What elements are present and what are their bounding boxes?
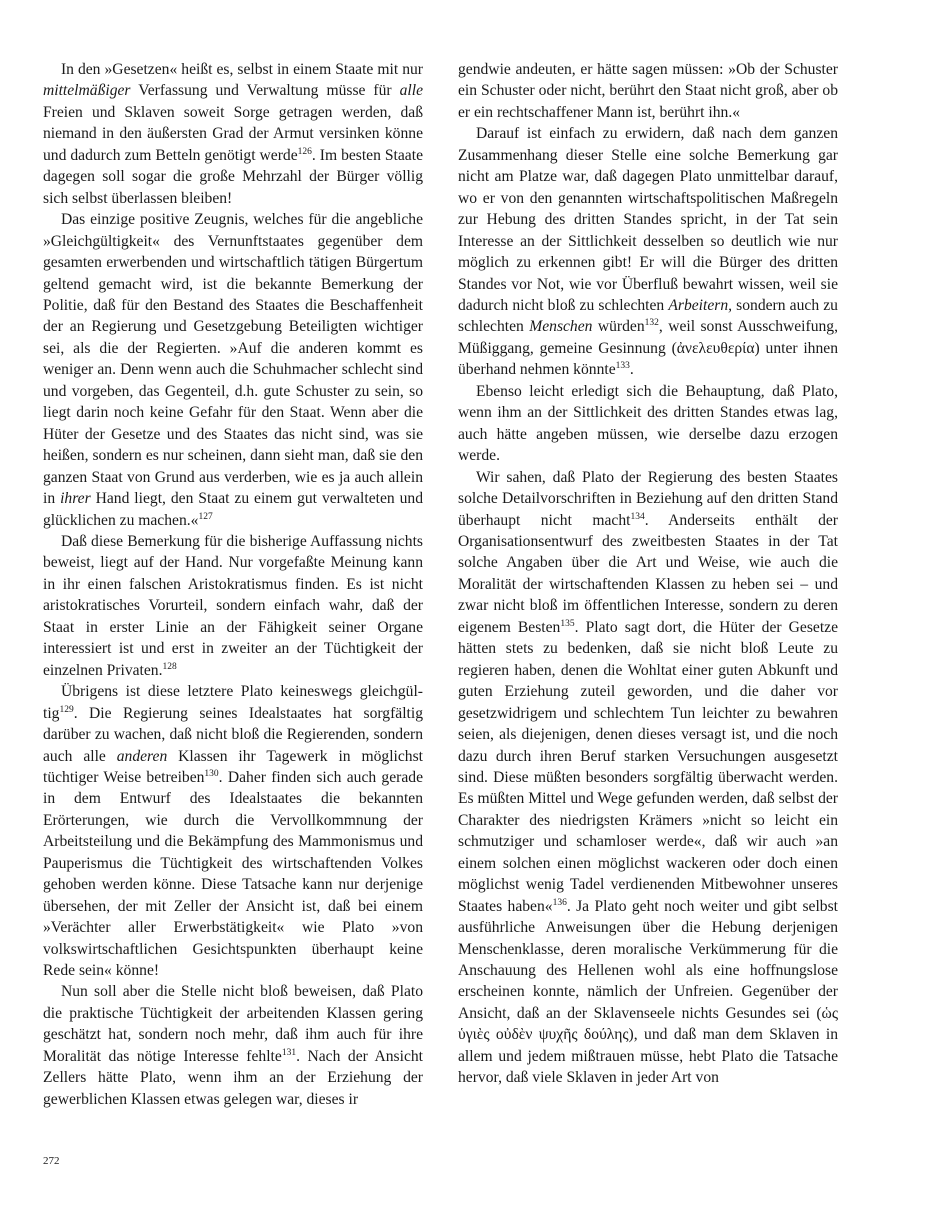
text-run: Ebenso leicht erledigt sich die Behauptung, daß Plato, wenn ihm an der Sittlichkeit des dritten Standes etwas lag, auch hätte angeben müssen, wie derselbe dazu erzogen werde. <box>458 382 838 465</box>
text-run: . Ja Plato geht noch weiter und gibt selbst ausführliche Anweisungen über die Hebung derjenigen Menschenklasse, deren moralische Verkümmerung für die Anschauung des Hellenen wohl als eine hoffnungslose erscheinen konnte, nämlich der Unfreien. Gegenüber der Ansicht, daß an der Sklavenseele nichts Gesundes sei (ὡς ὑγιὲς οὐδὲν ψυχῆς δούλης), und daß man dem Sklaven in allem und jedem mißtrauen müsse, hebt Plato die Tatsache hervor, daß viele Sklaven in jeder Art von <box>458 897 838 1087</box>
footnote-marker: 134 <box>630 511 645 522</box>
text-run: Wir sahen, daß Plato der Regierung des besten Staates solche Detailvorschriften in Beziehung auf den dritten Stand überhaupt nicht macht <box>458 468 838 529</box>
text-run: Das einzige positive Zeugnis, welches für die angebliche »Gleichgültigkeit« des Vernunftstaates gegenüber dem gesamten erwerbenden und wirtschaftlich tätigen Bürgertum geltend gemacht wird, ist die bekannte Bemerkung der Politie, daß für den Bestand des Staates die Beschaffenheit der an Regierung und Gesetzgebung Beteiligten wichtiger sei, als die der Regierten. »Auf die anderen kommt es weniger an. Denn wenn auch die Schuhmacher schlecht sind und vorgeben, das Gegenteil, d.h. gute Schuster zu sein, so liegt darin noch keine Gefahr für den Staat. Wenn aber die Hüter der Gesetze und des Staates das nicht sind, was sie heißen, sondern es nur scheinen, dann sieht man, daß sie den ganzen Staat von Grund aus verderben, wie es ja auch allein in <box>43 211 423 508</box>
text-run: Nun soll aber die Stelle nicht bloß beweisen, daß Plato die praktische Tüchtigkeit der arbeitenden Klassen gering geschätzt hat, sondern noch mehr, daß ihm auch für ihre Moralität das nötige Interesse fehlte <box>43 983 423 1065</box>
footnote-marker: 136 <box>552 897 567 908</box>
text-run: In den »Gesetzen« heißt es, selbst in einem Staate mit nur <box>60 61 423 78</box>
page-number: 272 <box>43 1155 60 1167</box>
text-run: gendwie andeuten, er hätte sagen müssen: »Ob der Schuster ein Schuster oder nicht, berührt den Staat nicht groß, aber ob er ein rechtschaffener Mann ist, berührt ihn.« <box>458 61 838 121</box>
text-run: Darauf ist einfach zu erwidern, daß nach dem ganzen Zusammenhang dieser Stelle eine solche Bemerkung gar nicht am Platze war, daß dagegen Plato unmittelbar darauf, wo er von den genannten wirtschaftspolitischen Maßregeln zur Hebung des dritten Standes spricht, in der Tat sein Interesse an der Sittlichkeit desselben so deutlich wie nur möglich zu erkennen gibt! Er will die Bürger des dritten Standes vor Not, wie vor Überfluß bewahrt wissen, weil sie dadurch nicht bloß zu schlechten <box>458 125 838 314</box>
footnote-marker: 126 <box>297 146 312 157</box>
body-paragraph <box>43 209 423 531</box>
body-paragraph <box>43 681 423 981</box>
footnote-marker: 130 <box>204 768 219 779</box>
right-text-column <box>458 59 838 1089</box>
emphasized-text: Menschen <box>529 318 593 336</box>
text-run: . Im besten Staate dagegen soll sogar die große Mehrzahl der Bürger völlig sich selbst überlassen bleiben! <box>43 146 423 207</box>
text-run: sondern auch zu schlechten <box>458 296 838 336</box>
body-paragraph <box>458 381 838 467</box>
text-run: , weil sonst Ausschweifung, Müßiggang, gemeine Gesinnung (ἀνελευθερία) unter ihnen überhand nehmen könnte <box>458 318 838 379</box>
emphasized-text: Arbeitern, <box>668 296 733 314</box>
text-run: . Anderseits enthält der Organisationsentwurf des zweitbesten Staates in der Tat solche Angaben über die Art und Weise, wie auch die Moralität der wirtschaftenden Klassen zu heben sei – und zwar nicht bloß im öffentlichen Interesse, sondern zu deren eigenem Besten <box>458 511 838 636</box>
emphasized-text: ihrer <box>60 490 91 508</box>
text-run: Übrigens ist diese letztere Plato keineswegs gleichgültig <box>43 683 423 722</box>
footnote-marker: 132 <box>644 318 659 329</box>
body-paragraph <box>458 59 838 123</box>
body-paragraph <box>458 123 838 380</box>
text-run: Freien und Sklaven soweit Sorge getragen werden, daß niemand in den äußersten Grad der Armut versinken könne und dadurch zum Betteln genötigt werde <box>43 103 423 164</box>
emphasized-text: alle <box>399 82 423 100</box>
text-run: . Die Regierung seines Idealstaates hat sorgfältig darüber zu wachen, daß nicht bloß die Regierenden, sondern auch alle <box>43 704 423 765</box>
footnote-marker: 135 <box>560 618 575 629</box>
text-run: Daß diese Bemerkung für die bisherige Auffassung nichts beweist, liegt auf der Hand. Nur vorgefaßte Meinung kann in ihr einen falschen Aristokratismus finden. Es ist nicht aristokratisches Vorurteil, sondern einfach wahr, daß der Staat in erster Linie an der Fähigkeit seiner Organe interessiert ist und erst in zweiter an der Tüchtigkeit der einzelnen Privaten. <box>43 532 423 679</box>
text-run: . <box>629 361 634 379</box>
emphasized-text: mittelmäßiger <box>43 82 131 100</box>
body-paragraph <box>43 59 423 209</box>
footnote-marker: 128 <box>162 661 177 672</box>
text-run: Verfassung und Verwaltung müsse für <box>130 82 400 100</box>
text-run: Hand liegt, den Staat zu einem gut verwalteten und glücklichen zu machen.« <box>43 490 423 529</box>
text-run: . Daher finden sich auch gerade in dem Entwurf des Idealstaates die bekannten Erörterungen, wie durch die Vervollkommnung der Arbeitsteilung und die Bekämpfung des Mammonismus und Pauperismus die Tüchtigkeit des wirtschaftenden Volkes gehoben werden könne. Diese Tatsache kann nur derjenige übersehen, der mit Zeller der Ansicht ist, daß bei einem »Verächter aller Erwerbstätigkeit« wie Plato »von volkswirtschaftlichen Gesichtspunkten überhaupt keine Rede sein« könne! <box>43 768 423 980</box>
left-text-column <box>43 59 423 1110</box>
text-run: . Plato sagt dort, die Hüter der Gesetze hätten stets zu bedenken, daß sie nicht bloß Leute zu regieren haben, denen die Wohltat einer guten Abkunft und guten Erziehung zuteil geworden, und die daher vor gesetzwidrigem und schlechtem Tun leichter zu bewahren seien, als diejenigen, denen dieses versagt ist, und die noch dazu durch ihren Beruf starken Versuchungen ausgesetzt sind. Diese müßten besonders sorgfältig überwacht werden. Es müßten Mittel und Wege gefunden werden, daß selbst der Charakter des niedrigsten Krämers »nicht so leicht ein schmutziger und schamloser werde«, daß wir auch »an einem solchen einen möglichst wackeren oder doch einen möglichst wenig Tadel verdienenden Mitbewohner unseres Staates haben« <box>458 618 838 915</box>
footnote-marker: 133 <box>615 361 630 372</box>
footnote-marker: 129 <box>59 704 74 715</box>
body-paragraph <box>43 531 423 681</box>
emphasized-text: anderen <box>116 747 168 765</box>
footnote-marker: 127 <box>198 511 213 522</box>
text-run: Klassen ihr Tagewerk in möglichst tüchtiger Weise betreiben <box>43 747 423 786</box>
text-run: . Nach der Ansicht Zellers hätte Plato, wenn ihm an der Erziehung der gewerblichen Klassen etwas gelegen war, dieses ir <box>43 1047 423 1108</box>
body-paragraph <box>458 467 838 1089</box>
text-run: würden <box>592 318 645 336</box>
body-paragraph <box>43 981 423 1110</box>
footnote-marker: 131 <box>281 1047 297 1058</box>
